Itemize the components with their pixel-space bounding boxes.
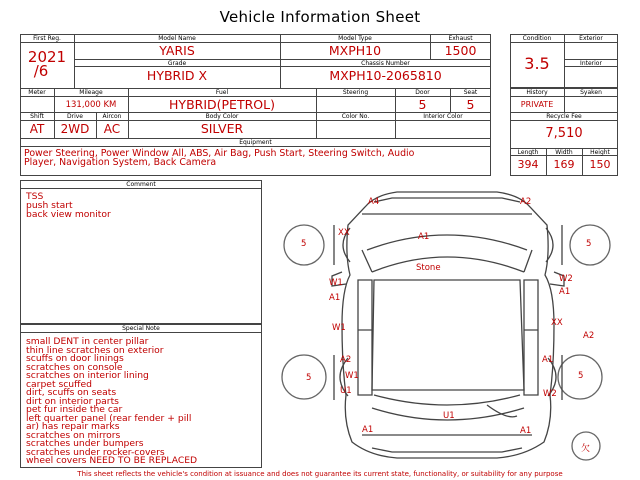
chassis-number-label: Chassis Number xyxy=(361,60,410,67)
mileage-value: 131,000 KM xyxy=(65,100,117,110)
history-value: PRIVATE xyxy=(520,100,554,109)
condition-label: Condition xyxy=(522,35,552,42)
drive-value: 2WD xyxy=(60,122,90,136)
syaken-label: Syaken xyxy=(580,89,602,96)
mark-w1-left: W1 xyxy=(329,278,343,288)
chassis-number-value: MXPH10-2065810 xyxy=(329,68,442,83)
length-label: Length xyxy=(517,149,539,156)
grade-value: HYBRID X xyxy=(146,68,208,83)
special-note-line: left quarter panel (rear fender + pill xyxy=(26,412,192,424)
special-note-line: scuffs on door linings xyxy=(26,353,124,364)
special-note-line: wheel covers NEED TO BE REPLACED xyxy=(26,455,198,466)
meter-label: Meter xyxy=(28,89,46,96)
first-reg-label: First Reg. xyxy=(33,35,61,42)
equipment-line-1: Power Steering, Power Window All, ABS, Air Bag, Push Start, Steering Switch, Audio xyxy=(24,148,415,159)
special-note-label: Special Note xyxy=(122,325,160,332)
body-color-value: SILVER xyxy=(200,121,244,136)
mark-5-rear-left: 5 xyxy=(306,373,312,383)
special-note-line: scratches under bumpers xyxy=(26,438,144,449)
exhaust-label: Exhaust xyxy=(448,35,473,42)
grade-label: Grade xyxy=(167,60,187,67)
footer-disclaimer: This sheet reflects the vehicle's condition at issuance and does not guarantee its current state, functionality, or suitability for any purpose xyxy=(77,470,563,478)
interior-label: Interior xyxy=(580,60,602,67)
model-name-value: YARIS xyxy=(159,43,195,58)
body-color-label: Body Color xyxy=(205,113,239,120)
mark-a1-roof: A1 xyxy=(418,232,430,242)
mark-missing: 欠 xyxy=(581,444,591,454)
equipment-line-2: Player, Navigation System, Back Camera xyxy=(24,157,217,168)
exterior-label: Exterior xyxy=(579,35,603,42)
mark-w1-center-left: W1 xyxy=(332,323,346,333)
special-note-line: scratches under rocker-covers xyxy=(26,446,165,458)
special-note-line: scratches on mirrors xyxy=(26,429,121,441)
seat-label: Seat xyxy=(463,89,478,96)
mark-xx-left: XX xyxy=(338,228,350,238)
shift-label: Shift xyxy=(30,113,44,120)
history-label: History xyxy=(526,89,548,96)
equipment-label: Equipment xyxy=(239,139,272,146)
fuel-label: Fuel xyxy=(215,89,229,96)
special-note-line: ar) has repair marks xyxy=(26,421,120,432)
first-reg-year: 2021 xyxy=(27,48,67,66)
exhaust-value: 1500 xyxy=(444,43,477,58)
fuel-value: HYBRID(PETROL) xyxy=(169,97,275,112)
model-type-label: Model Type xyxy=(338,35,372,42)
recycle-fee-label: Recycle Fee xyxy=(546,113,582,120)
color-no-label: Color No. xyxy=(341,113,370,120)
aircon-label: Aircon xyxy=(102,113,122,120)
mark-5-front-right: 5 xyxy=(586,239,592,249)
wheel-rear-left xyxy=(282,355,326,399)
mark-a2-left-rear: A2 xyxy=(340,355,352,365)
mark-xx-right: XX xyxy=(551,318,563,328)
mark-w2-right: W2 xyxy=(559,274,573,284)
drive-label: Drive xyxy=(67,113,83,120)
mark-a1-right-rear: A1 xyxy=(542,355,554,365)
special-note-line: thin line scratches on exterior xyxy=(26,344,164,356)
mark-u1-bottom: U1 xyxy=(443,411,455,421)
mark-w1-rear-left: W1 xyxy=(345,371,359,381)
mark-a1-right-front: A1 xyxy=(559,287,571,297)
seat-value: 5 xyxy=(466,97,475,112)
height-value: 150 xyxy=(589,158,611,171)
mileage-label: Mileage xyxy=(79,89,103,96)
model-type-value: MXPH10 xyxy=(328,43,382,58)
width-label: Width xyxy=(555,149,573,156)
special-note-line: dirt, scuffs on seats xyxy=(26,387,117,398)
aircon-value: AC xyxy=(103,122,121,136)
mark-a1-bottom-left: A1 xyxy=(362,425,374,435)
comment-label: Comment xyxy=(126,181,156,188)
mark-a2-right: A2 xyxy=(583,331,595,341)
special-note-line: scratches on interior lining xyxy=(26,370,149,381)
special-note-line: dirt on interior parts xyxy=(26,395,119,407)
comment-line-3: back view monitor xyxy=(26,209,111,220)
recycle-fee-value: 7,510 xyxy=(545,126,583,141)
special-note-line: pet fur inside the car xyxy=(26,404,123,415)
door-value: 5 xyxy=(418,97,427,112)
condition-value: 3.5 xyxy=(524,54,550,73)
mark-stone: Stone xyxy=(416,263,441,273)
mark-a1-left-front: A1 xyxy=(329,293,341,303)
interior-color-label: Interior Color xyxy=(423,113,463,120)
first-reg-month: /6 xyxy=(33,62,49,80)
shift-value: AT xyxy=(29,122,45,136)
mark-u1-left: U1 xyxy=(340,386,352,396)
special-note-line: carpet scuffed xyxy=(26,378,92,390)
special-note-line: scratches on console xyxy=(26,361,123,373)
page-title: Vehicle Information Sheet xyxy=(219,8,421,26)
width-value: 169 xyxy=(553,158,575,171)
mark-a1-bottom-right: A1 xyxy=(520,426,532,436)
door-label: Door xyxy=(415,89,430,96)
mark-5-front-left: 5 xyxy=(301,239,307,249)
mark-a2-top: A2 xyxy=(520,197,532,207)
mark-5-rear-right: 5 xyxy=(578,371,584,381)
steering-label: Steering xyxy=(342,89,369,96)
car-diagram xyxy=(262,180,632,470)
special-note-line: small DENT in center pillar xyxy=(26,336,149,347)
height-label: Height xyxy=(590,149,610,156)
mark-w2-rear-right: W2 xyxy=(543,389,557,399)
model-name-label: Model Name xyxy=(158,35,196,42)
comment-line-1: TSS xyxy=(26,191,44,202)
mark-a4: A4 xyxy=(368,197,380,207)
length-value: 394 xyxy=(517,158,539,171)
comment-line-2: push start xyxy=(26,200,73,211)
